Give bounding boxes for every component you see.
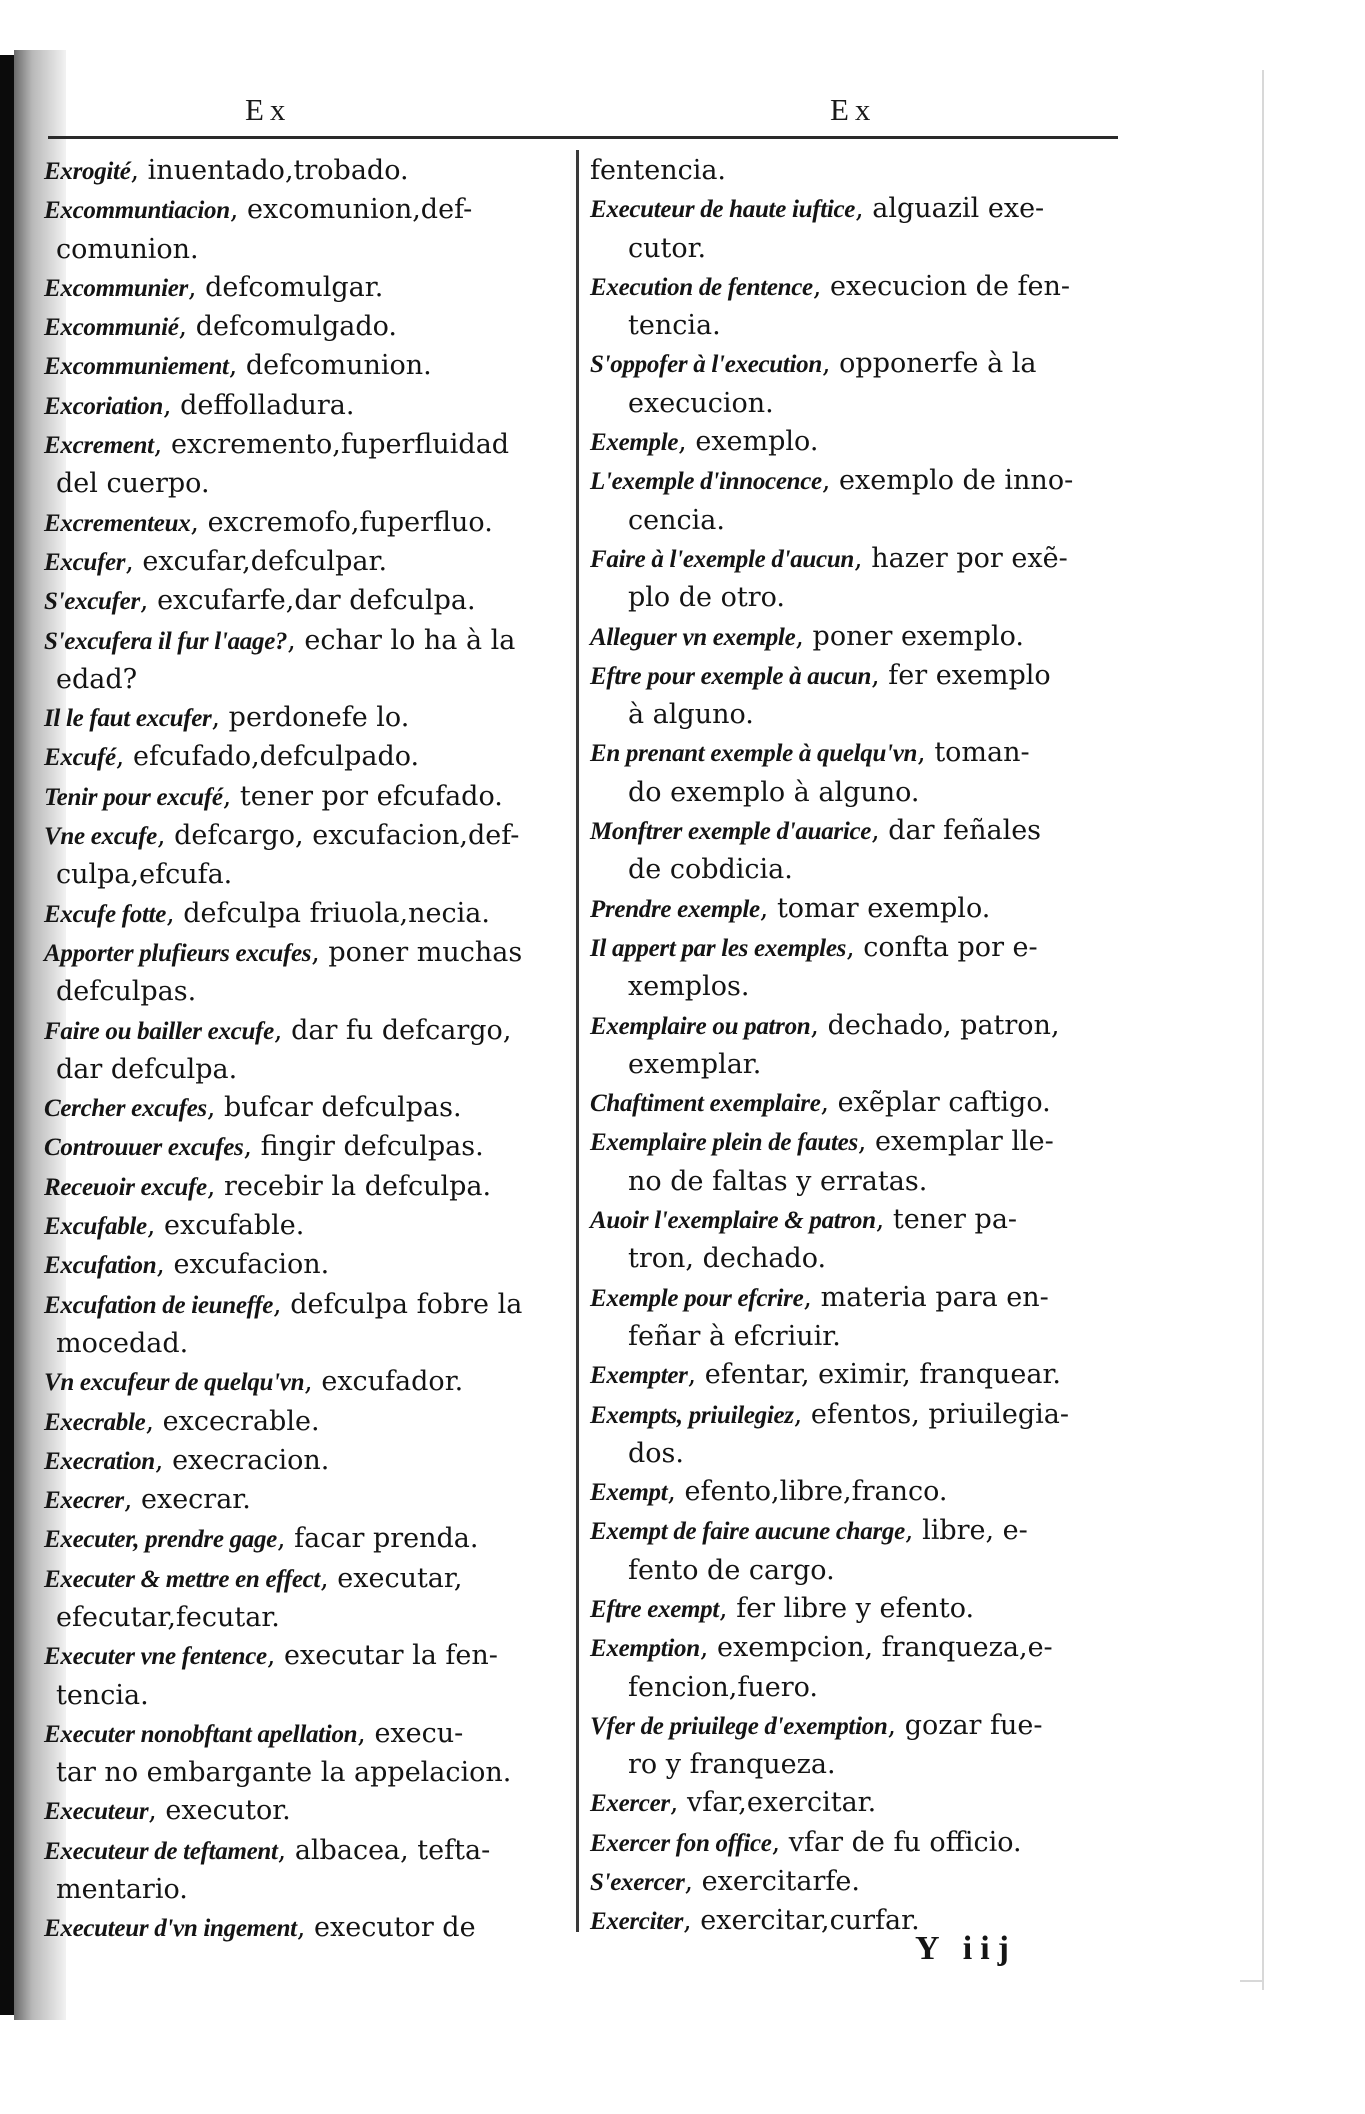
separator: , — [759, 892, 777, 924]
separator: , — [206, 1092, 224, 1124]
translation-text: execrar. — [141, 1484, 251, 1516]
translation-text: defcargo, excufacion,def- — [174, 820, 520, 852]
separator: , — [357, 1717, 375, 1749]
separator: , — [276, 1523, 295, 1555]
translation-text: excufar,defculpar. — [142, 545, 388, 577]
headword: Faire ou bailler excufe — [44, 1017, 274, 1045]
headword: Controuuer excufes — [44, 1134, 244, 1162]
translation-text: echar lo ha à la — [304, 624, 516, 656]
separator: , — [153, 429, 171, 461]
translation-text: cencia. — [628, 504, 725, 536]
translation-text: dechado, patron, — [827, 1009, 1060, 1041]
separator: , — [854, 542, 872, 574]
dictionary-entry — [44, 1520, 564, 1559]
dictionary-entry — [44, 504, 564, 543]
headword: Executeur — [44, 1798, 149, 1826]
dictionary-entry — [590, 1707, 1130, 1785]
dictionary-entry — [590, 540, 1130, 618]
translation-text: dos. — [628, 1437, 684, 1469]
separator: , — [810, 1009, 828, 1041]
headword: Executer nonobftant apellation — [44, 1720, 358, 1748]
translation-text: culpa,efcufa. — [56, 859, 233, 891]
separator: , — [187, 271, 206, 303]
paper-corner — [1240, 1980, 1264, 1982]
book-spine — [0, 55, 14, 2015]
separator: , — [211, 702, 229, 734]
right-column — [590, 152, 1130, 1942]
translation-text: excecrable. — [162, 1405, 320, 1437]
dictionary-entry — [590, 657, 1130, 735]
translation-text: executor de — [314, 1912, 476, 1944]
separator: , — [812, 270, 830, 302]
header-rule — [48, 136, 1118, 139]
separator: , — [719, 1592, 737, 1624]
dictionary-entry — [590, 1356, 1130, 1395]
translation-text: fencion,fuero. — [628, 1671, 818, 1703]
headword: Faire à l'exemple d'aucun — [590, 545, 855, 573]
dictionary-entry — [44, 1286, 564, 1364]
translation-text: tar no embargante la appelacion. — [56, 1757, 512, 1789]
separator: , — [115, 741, 133, 773]
headword: Excufable — [44, 1213, 147, 1241]
headword: S'oppofer à l'execution — [590, 351, 822, 379]
translation-text: facar prenda. — [294, 1523, 479, 1555]
separator: , — [678, 426, 696, 458]
headword: Alleguer vn exemple — [590, 623, 796, 651]
dictionary-entry — [590, 345, 1130, 423]
headword: Exempt de faire aucune charge — [590, 1518, 905, 1546]
headword: Auoir l'exemplaire & patron — [590, 1207, 876, 1235]
translation-text: hazer por exẽ- — [871, 542, 1068, 574]
translation-text: mocedad. — [56, 1327, 189, 1359]
dictionary-entry — [44, 582, 564, 621]
separator: , — [296, 1912, 315, 1944]
separator: , — [687, 1359, 705, 1391]
separator: , — [311, 936, 329, 968]
headword: Exemple — [590, 429, 679, 457]
translation-text: vfar,exercitar. — [687, 1787, 877, 1819]
translation-text: recebir la defculpa. — [223, 1170, 492, 1202]
dictionary-entry — [590, 1279, 1130, 1357]
translation-text: albacea, tefta- — [294, 1834, 491, 1866]
headword: Exemption — [590, 1635, 700, 1663]
dictionary-entry — [44, 1481, 564, 1520]
dictionary-entry — [44, 1207, 564, 1246]
separator: , — [166, 897, 184, 929]
dictionary-entry — [590, 1902, 1130, 1941]
translation-text: deffolladura. — [180, 389, 355, 421]
dictionary-entry — [44, 426, 564, 504]
dictionary-entry — [44, 1442, 564, 1481]
translation-text: toman- — [934, 737, 1030, 769]
translation-text: dar fu defcargo, — [291, 1014, 512, 1046]
separator: , — [904, 1515, 923, 1547]
separator: , — [178, 311, 196, 343]
translation-text: del cuerpo. — [56, 468, 210, 500]
translation-text: fer libre y efento. — [736, 1592, 975, 1624]
translation-text: alguazil exe- — [872, 193, 1045, 225]
dictionary-entry — [590, 812, 1130, 890]
dictionary-entry — [44, 347, 564, 386]
headword: Excommuntiacion — [44, 197, 230, 225]
separator: , — [130, 155, 148, 186]
dictionary-entry — [44, 1560, 564, 1638]
headword: Excrementeux — [44, 509, 191, 537]
separator: , — [243, 1131, 261, 1163]
translation-text: exempcion, franqueza,e- — [716, 1632, 1053, 1664]
separator: , — [156, 820, 175, 852]
dictionary-entry — [590, 1512, 1130, 1590]
dictionary-entry — [44, 1246, 564, 1285]
translation-text: exemplo de inno- — [839, 465, 1074, 497]
translation-text: tencia. — [56, 1679, 149, 1711]
translation-text: defculpa fobre la — [290, 1288, 523, 1320]
translation-text: inuentado,trobado. — [147, 155, 409, 186]
translation-text: executor. — [165, 1795, 291, 1827]
translation-text: excremofo,fuperfluo. — [207, 506, 493, 538]
dictionary-entry — [590, 268, 1130, 346]
translation-text: dar defculpa. — [56, 1053, 238, 1085]
dictionary-entry — [44, 1403, 564, 1442]
headword: Excommuniement — [44, 353, 229, 381]
translation-text: bufcar defculpas. — [224, 1092, 462, 1124]
separator: , — [846, 931, 864, 963]
headword: Excommunié — [44, 314, 179, 342]
translation-text: excufarfe,dar defculpa. — [157, 585, 476, 617]
dictionary-entry — [590, 890, 1130, 929]
headword: Excufation de ieuneffe — [44, 1291, 274, 1319]
dictionary-entry — [44, 1089, 564, 1128]
dictionary-entry — [44, 699, 564, 738]
dictionary-entry — [590, 1396, 1130, 1474]
dictionary-entry — [590, 462, 1130, 540]
translation-text: efcufado,defculpado. — [132, 741, 420, 773]
separator: , — [669, 1787, 687, 1819]
dictionary-entry — [44, 817, 564, 895]
headword: S'exercer — [590, 1869, 685, 1897]
translation-text: plo de otro. — [628, 582, 785, 614]
dictionary-entry — [44, 895, 564, 934]
translation-text: excomunion,def- — [246, 194, 473, 226]
headword: Monftrer exemple d'auarice — [590, 818, 872, 846]
separator: , — [145, 1405, 163, 1437]
separator: , — [162, 389, 181, 421]
separator: , — [917, 737, 935, 769]
headword: Exercer — [590, 1790, 670, 1818]
translation-text: tencia. — [628, 310, 721, 342]
separator: , — [125, 545, 143, 577]
headword: Vn excufeur de quelqu'vn — [44, 1369, 305, 1397]
dictionary-entry — [590, 1824, 1130, 1863]
translation-text: execucion. — [628, 387, 774, 419]
separator: , — [857, 1126, 876, 1158]
translation-text: excufacion. — [173, 1249, 330, 1281]
separator: , — [855, 193, 873, 225]
translation-text: exemplar lle- — [875, 1126, 1054, 1158]
separator: , — [206, 1170, 224, 1202]
translation-text: execracion. — [172, 1444, 330, 1476]
dictionary-entry — [590, 1629, 1130, 1707]
translation-text: edad? — [56, 663, 138, 695]
headword: S'excufera il fur l'aage? — [44, 627, 288, 655]
translation-text: tron, dechado. — [628, 1243, 827, 1275]
headword: Executeur d'vn ingement — [44, 1915, 297, 1943]
translation-text: excremento,fuperfluidad — [170, 429, 510, 461]
translation-text: excufador. — [321, 1366, 464, 1398]
dictionary-entry — [590, 1201, 1130, 1279]
translation-text: executar, — [337, 1562, 463, 1594]
translation-text: fentencia. — [590, 155, 727, 186]
translation-text: tener pa- — [892, 1204, 1018, 1236]
dictionary-entry — [44, 1792, 564, 1831]
headword: Excufation — [44, 1252, 157, 1280]
dictionary-entry — [590, 1863, 1130, 1902]
translation-text: efentar, eximir, franquear. — [704, 1359, 1061, 1391]
separator: , — [795, 620, 813, 652]
headword: Cercher excufes — [44, 1095, 207, 1123]
headword: Exrogité — [44, 158, 131, 185]
dictionary-entry — [590, 734, 1130, 812]
dictionary-entry — [44, 1363, 564, 1402]
headword: Prendre exemple — [590, 895, 760, 923]
headword: Execration — [44, 1447, 155, 1475]
separator: , — [277, 1834, 295, 1866]
dictionary-entry — [590, 1784, 1130, 1823]
dictionary-entry — [590, 1084, 1130, 1123]
headword: Il le faut excufer — [44, 705, 212, 733]
headword: Exemplaire plein de fautes — [590, 1129, 858, 1157]
running-head-left: Ex — [245, 92, 292, 127]
dictionary-entry — [590, 618, 1130, 657]
translation-text: execucion de fen- — [830, 270, 1071, 302]
translation-text: poner muchas — [328, 936, 523, 968]
headword: Receuoir excufe — [44, 1173, 207, 1201]
headword: Exerciter — [590, 1908, 684, 1936]
headword: Chaftiment exemplaire — [590, 1090, 821, 1118]
signature-mark: Y iij — [915, 1930, 1018, 1967]
dictionary-entry — [44, 1832, 564, 1910]
translation-text: tener por efcufado. — [239, 780, 503, 812]
separator: , — [771, 1826, 789, 1858]
headword: Exempter — [590, 1362, 688, 1390]
dictionary-entry — [44, 308, 564, 347]
separator: , — [871, 815, 889, 847]
dictionary-entry — [590, 1123, 1130, 1201]
headword: Eftre exempt — [590, 1595, 720, 1623]
separator: , — [684, 1866, 702, 1898]
headword: Eftre pour exemple à aucun — [590, 662, 872, 690]
headword: Exempt — [590, 1479, 668, 1507]
translation-text: executar la fen- — [283, 1640, 498, 1672]
separator: , — [667, 1476, 685, 1508]
running-head-right: Ex — [830, 92, 877, 127]
headword: Execrable — [44, 1408, 146, 1436]
translation-text: excufable. — [164, 1210, 305, 1242]
headword: Executer, prendre gage — [44, 1526, 277, 1554]
separator: , — [229, 194, 247, 226]
translation-text: fer exemplo — [888, 659, 1051, 691]
translation-text: defcomulgado. — [195, 311, 397, 343]
translation-text: mentario. — [56, 1874, 188, 1906]
translation-text: efento,libre,franco. — [684, 1476, 948, 1508]
translation-text: exercitarfe. — [701, 1866, 860, 1898]
separator: , — [266, 1640, 284, 1672]
headword: S'excufer — [44, 588, 140, 616]
separator: , — [699, 1632, 717, 1664]
translation-text: exẽplar caftigo. — [837, 1087, 1051, 1119]
translation-text: defcomunion. — [245, 350, 432, 382]
separator: , — [887, 1709, 905, 1741]
dictionary-entry — [590, 190, 1130, 268]
dictionary-entry — [44, 934, 564, 1012]
translation-text: poner exemplo. — [812, 620, 1025, 652]
translation-text: materia para en- — [820, 1281, 1049, 1313]
dictionary-entry — [44, 1168, 564, 1207]
headword: Il appert par les exemples — [590, 934, 847, 962]
translation-text: tomar exemplo. — [776, 892, 991, 924]
dictionary-entry — [44, 1909, 564, 1948]
separator: , — [803, 1281, 821, 1313]
headword: Vne excufe — [44, 823, 157, 851]
translation-text: de cobdicia. — [628, 854, 793, 886]
separator: , — [320, 1562, 338, 1594]
translation-text: feñar à efcriuir. — [628, 1320, 841, 1352]
headword: Excufer — [44, 548, 126, 576]
translation-text: comunion. — [56, 233, 199, 265]
column-divider — [576, 150, 579, 1932]
headword: Excufe fotte — [44, 900, 167, 928]
dictionary-entry — [44, 152, 564, 191]
translation-text: execu- — [374, 1717, 464, 1749]
headword: Vfer de priuilege d'exemption — [590, 1712, 888, 1740]
translation-text: defculpas. — [56, 976, 197, 1008]
separator: , — [139, 585, 158, 617]
translation-text: efentos, priuilegia- — [810, 1398, 1069, 1430]
separator: , — [123, 1484, 141, 1516]
separator: , — [190, 506, 208, 538]
translation-text: fingir defculpas. — [260, 1131, 484, 1163]
translation-text: defculpa friuola,necia. — [183, 897, 490, 929]
translation-text: defcomulgar. — [205, 271, 384, 303]
translation-text: cutor. — [628, 232, 707, 264]
translation-text: gozar fue- — [904, 1709, 1043, 1741]
separator: , — [821, 348, 840, 380]
translation-text: ro y franqueza. — [628, 1749, 836, 1781]
headword: Executer vne fentence — [44, 1643, 267, 1671]
dictionary-entry — [590, 423, 1130, 462]
headword: L'exemple d'innocence — [590, 468, 822, 496]
left-column — [44, 152, 564, 1949]
separator: , — [820, 1087, 838, 1119]
translation-text: confta por e- — [863, 931, 1038, 963]
headword: Executer & mettre en effect — [44, 1565, 321, 1593]
translation-text: exemplo. — [695, 426, 819, 458]
dictionary-entry — [44, 778, 564, 817]
dictionary-entry — [590, 929, 1130, 1007]
dictionary-entry — [44, 1012, 564, 1090]
translation-text: xemplos. — [628, 971, 750, 1003]
dictionary-entry — [590, 1007, 1130, 1085]
headword: Exempts, priuilegiez — [590, 1401, 794, 1429]
separator: , — [228, 350, 246, 382]
translation-text: opponerfe à la — [839, 348, 1037, 380]
separator: , — [871, 659, 889, 691]
separator: , — [154, 1444, 173, 1476]
translation-text: à alguno. — [628, 699, 754, 731]
headword: Executeur de teftament — [44, 1837, 278, 1865]
translation-text: dar feñales — [888, 815, 1042, 847]
dictionary-entry — [44, 1637, 564, 1715]
dictionary-entry — [590, 152, 1130, 190]
headword: Excommunier — [44, 274, 188, 302]
dictionary-entry — [44, 543, 564, 582]
dictionary-entry — [44, 191, 564, 269]
headword: Excoriation — [44, 392, 163, 420]
translation-text: libre, e- — [922, 1515, 1028, 1547]
translation-text: vfar de fu officio. — [788, 1826, 1022, 1858]
separator: , — [148, 1795, 166, 1827]
separator: , — [683, 1905, 701, 1937]
separator: , — [304, 1366, 322, 1398]
separator: , — [793, 1398, 811, 1430]
headword: Execution de fentence — [590, 273, 813, 301]
dictionary-entry — [44, 738, 564, 777]
dictionary-entry — [44, 622, 564, 700]
headword: Exemplaire ou patron — [590, 1012, 811, 1040]
headword: Excrement — [44, 432, 154, 460]
translation-text: no de faltas y erratas. — [628, 1165, 928, 1197]
headword: Exercer fon office — [590, 1829, 772, 1857]
translation-text: do exemplo à alguno. — [628, 776, 920, 808]
translation-text: fento de cargo. — [628, 1554, 835, 1586]
separator: , — [287, 624, 305, 656]
dictionary-entry — [590, 1473, 1130, 1512]
separator: , — [875, 1204, 893, 1236]
dictionary-entry — [44, 387, 564, 426]
headword: Excufé — [44, 744, 116, 772]
translation-text: efecutar,fecutar. — [56, 1601, 280, 1633]
headword: En prenant exemple à quelqu'vn — [590, 740, 918, 768]
separator: , — [222, 780, 240, 812]
paper-edge — [1262, 70, 1264, 1990]
headword: Tenir pour excufé — [44, 783, 223, 811]
dictionary-entry — [44, 1715, 564, 1793]
headword: Exemple pour efcrire — [590, 1284, 804, 1312]
headword: Execrer — [44, 1487, 124, 1515]
dictionary-entry — [44, 269, 564, 308]
translation-text: exemplar. — [628, 1048, 762, 1080]
translation-text: perdonefe lo. — [228, 702, 410, 734]
dictionary-entry — [44, 1128, 564, 1167]
separator: , — [821, 465, 840, 497]
separator: , — [273, 1288, 291, 1320]
separator: , — [146, 1210, 165, 1242]
headword: Executeur de haute iuftice — [590, 196, 856, 224]
separator: , — [273, 1014, 292, 1046]
headword: Apporter plufieurs excufes — [44, 939, 312, 967]
translation-text: exercitar,curfar. — [700, 1905, 920, 1937]
separator: , — [156, 1249, 174, 1281]
dictionary-entry — [590, 1590, 1130, 1629]
